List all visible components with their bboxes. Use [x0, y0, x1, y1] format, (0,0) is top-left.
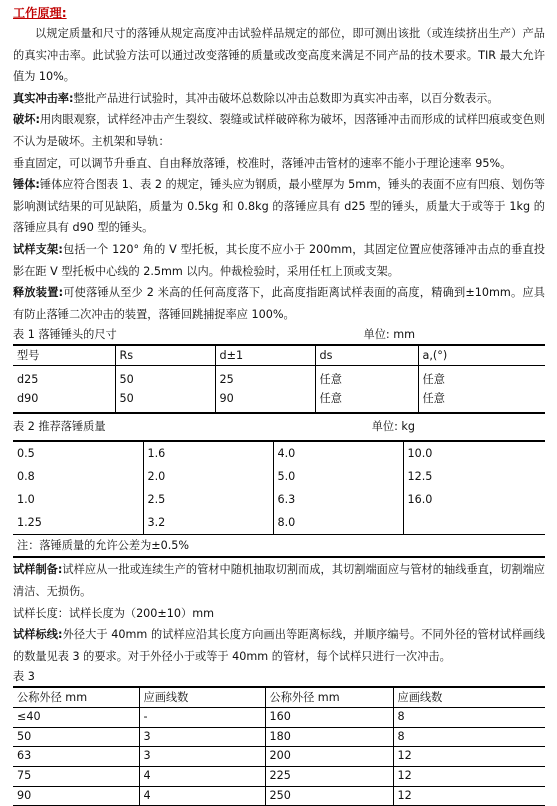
table1-header-cell: Rs — [115, 345, 215, 366]
paragraph-text: 试样应从一批或连续生产的管材中随机抽取切割而成，其切割端面应与管材的轴线垂直，切割端应清洁、无损伤。 — [13, 563, 545, 598]
table3-cell: 200 — [265, 747, 393, 767]
table3-header-cell: 应画线数 — [139, 687, 265, 708]
paragraph — [13, 603, 545, 625]
table3-cell: 8 — [393, 727, 545, 747]
table1-data-row — [13, 366, 545, 414]
table3-cell: 250 — [265, 786, 393, 806]
table3-header-cell: 公称外径 mm — [13, 687, 139, 708]
paragraph-text: 试样长度：试样长度为（200±10）mm — [13, 606, 215, 620]
table1-unit: 单位: mm — [363, 328, 415, 342]
table1-cell-value: 任意 — [422, 392, 445, 406]
paragraph-text: 可使落锤从至少 2 米高的任何高度落下，此高度指距离试样表面的高度，精确到±10mm。应具有防止落锤二次冲击的装置，落锤回跳捕捉率应 100%。 — [13, 286, 545, 321]
paragraph — [13, 239, 545, 282]
table2-row — [13, 511, 545, 535]
paragraph-text: 整批产品进行试验时，其冲击破坏总数除以冲击总数即为真实冲击率，以百分数表示。 — [73, 91, 499, 105]
table1-header-cell: ds — [315, 345, 418, 366]
table1-cell — [115, 366, 215, 414]
table2-note: 注：落锤质量的允许公差为±0.5% — [13, 535, 545, 558]
table3-row — [13, 786, 545, 806]
table1-header-cell: a,(°) — [418, 345, 545, 366]
table1-cell — [13, 366, 115, 414]
paragraph — [13, 282, 545, 325]
table2-row — [13, 465, 545, 488]
table3-cell: 8 — [393, 708, 545, 728]
table1-header-cell: d±1 — [215, 345, 315, 366]
table3-row — [13, 708, 545, 728]
table3-cell: 75 — [13, 767, 139, 787]
table2-caption: 表 2 推荐落锤质量 — [13, 420, 106, 434]
hammer-head-size-table — [13, 344, 545, 414]
paragraph-term: 锤体: — [13, 178, 40, 192]
table1-cell-value: 90 — [219, 392, 234, 406]
table3-cell: ≤40 — [13, 708, 139, 728]
paragraph-term: 真实冲击率: — [13, 91, 74, 105]
table2-cell — [403, 511, 545, 535]
table3-cell: 3 — [139, 727, 265, 747]
paragraph-text: 用肉眼观察，试样经冲击产生裂纹、裂缝或试样破碎称为破坏，因落锤冲击而形成的试样凹痕或变色则不认为是破坏。主机架和导轨： — [13, 113, 545, 148]
table2-cell: 1.0 — [13, 488, 143, 511]
table2-note-row — [13, 535, 545, 558]
paragraph — [13, 174, 545, 239]
table2-cell: 0.8 — [13, 465, 143, 488]
document-page — [13, 4, 545, 806]
table2-caption-row — [13, 417, 545, 436]
table2-unit: 单位: kg — [371, 420, 415, 434]
paragraph — [13, 559, 545, 602]
table3-cell: 12 — [393, 747, 545, 767]
paragraph — [13, 88, 545, 110]
table2-cell: 6.3 — [273, 488, 403, 511]
table3-cell: 12 — [393, 767, 545, 787]
recommended-hammer-mass-table — [13, 440, 545, 558]
table3-caption: 表 3 — [13, 670, 35, 684]
table1-cell-value: 25 — [219, 373, 234, 387]
paragraph-text: 垂直固定，可以调节升垂直、自由释放落锤，校准时，落锤冲击管材的速率不能小于理论速率 95%。 — [13, 156, 512, 170]
paragraph-term: 试样制备: — [13, 563, 63, 577]
table1-cell-value: 50 — [119, 392, 134, 406]
table2-cell: 10.0 — [407, 447, 433, 461]
paragraph-text: 外径大于 40mm 的试样应沿其长度方向画出等距离标线，并顺序编号。不同外径的管材试样画线的数量见表 3 的要求。对于外径小于或等于 40mm 的管材，每个试样只进行一次冲击。 — [13, 628, 545, 663]
table1-cell — [315, 366, 418, 414]
definitions-block — [13, 88, 545, 326]
table2-row — [13, 441, 545, 465]
table1-cell-value: 任意 — [422, 373, 445, 387]
paragraph-term: 试样支架: — [13, 242, 63, 256]
table1-caption-row — [13, 325, 545, 344]
table1-cell-value: d90 — [17, 392, 39, 406]
table3-cell: 4 — [139, 767, 265, 787]
table2-cell: 12.5 — [407, 470, 433, 484]
table3-header-row — [13, 687, 545, 708]
table2-cell: 2.5 — [143, 488, 273, 511]
section-title: 工作原理: — [13, 6, 67, 20]
table1-caption: 表 1 落锤锤头的尺寸 — [13, 328, 117, 342]
table3-row — [13, 767, 545, 787]
table1-cell — [215, 366, 315, 414]
paragraph — [13, 624, 545, 667]
table1-cell-value: d25 — [17, 373, 39, 387]
table2-cell: 16.0 — [407, 493, 433, 507]
paragraph-term: 释放装置: — [13, 286, 64, 300]
table2-cell: 0.5 — [13, 441, 143, 465]
table3-cell: 3 — [139, 747, 265, 767]
table3-cell: 90 — [13, 786, 139, 806]
table2-cell: 1.25 — [13, 511, 143, 535]
table3-row — [13, 747, 545, 767]
table1-header-row — [13, 345, 545, 366]
table3-cell: 4 — [139, 786, 265, 806]
table3-header-cell: 公称外径 mm — [265, 687, 393, 708]
table1-header-cell: 型号 — [13, 345, 115, 366]
table3-cell: 12 — [397, 788, 412, 802]
table2-cell: 3.2 — [143, 511, 273, 535]
paragraph-text: 锤体应符合图表 1、表 2 的规定，锤头应为钢质，最小壁厚为 5mm，锤头的表面不应有凹痕、划伤等影响测试结果的可见缺陷，质量为 0.5kg 和 0.8kg 的落锤应具有 d25 型的锤头，质量大于或等于 1kg 的落锤应具有 d90 型的锤头。 — [13, 178, 545, 235]
paragraph-text: 包括一个 120° 角的 V 型托板，其长度不应小于 200mm，其固定位置应使落锤冲击点的垂直投影在距 V 型托板中心线的 2.5mm 以内。仲裁检验时，采用任杠上顶或支架。 — [13, 242, 545, 278]
intro-paragraph: 以规定质量和尺寸的落锤从规定高度冲击试验样品规定的部位，即可测出该批（或连续挤出生产）产品的真实冲击率。此试验方法可以通过改变落锤的质量或改变高度来满足不同产品的技术要求。TIR 最大允许值为 10%。 — [13, 27, 545, 84]
paragraph-term: 试样标线: — [13, 628, 63, 642]
marking-lines-table — [13, 686, 545, 806]
table3-cell: 63 — [13, 747, 139, 767]
table1-cell-value: 50 — [119, 373, 134, 387]
table1-cell-value: 任意 — [319, 392, 342, 406]
table3-cell: 160 — [265, 708, 393, 728]
table2-cell: 2.0 — [143, 465, 273, 488]
specimen-block — [13, 559, 545, 667]
table3-cell: 225 — [265, 767, 393, 787]
table3-cell: - — [139, 708, 265, 728]
table3-header-cell: 应画线数 — [393, 687, 545, 708]
table1-cell-value: 任意 — [319, 373, 342, 387]
table2-cell: 5.0 — [273, 465, 403, 488]
table3-row — [13, 727, 545, 747]
paragraph-term: 破坏: — [13, 113, 40, 127]
table2-cell: 4.0 — [273, 441, 403, 465]
paragraph — [13, 109, 545, 152]
table3-cell: 50 — [13, 727, 139, 747]
table3-caption-row — [13, 667, 545, 686]
table1-cell — [418, 366, 545, 414]
table2-cell: 1.6 — [143, 441, 273, 465]
table2-row — [13, 488, 545, 511]
paragraph — [13, 153, 545, 175]
table2-cell: 8.0 — [273, 511, 403, 535]
table3-cell: 180 — [265, 727, 393, 747]
